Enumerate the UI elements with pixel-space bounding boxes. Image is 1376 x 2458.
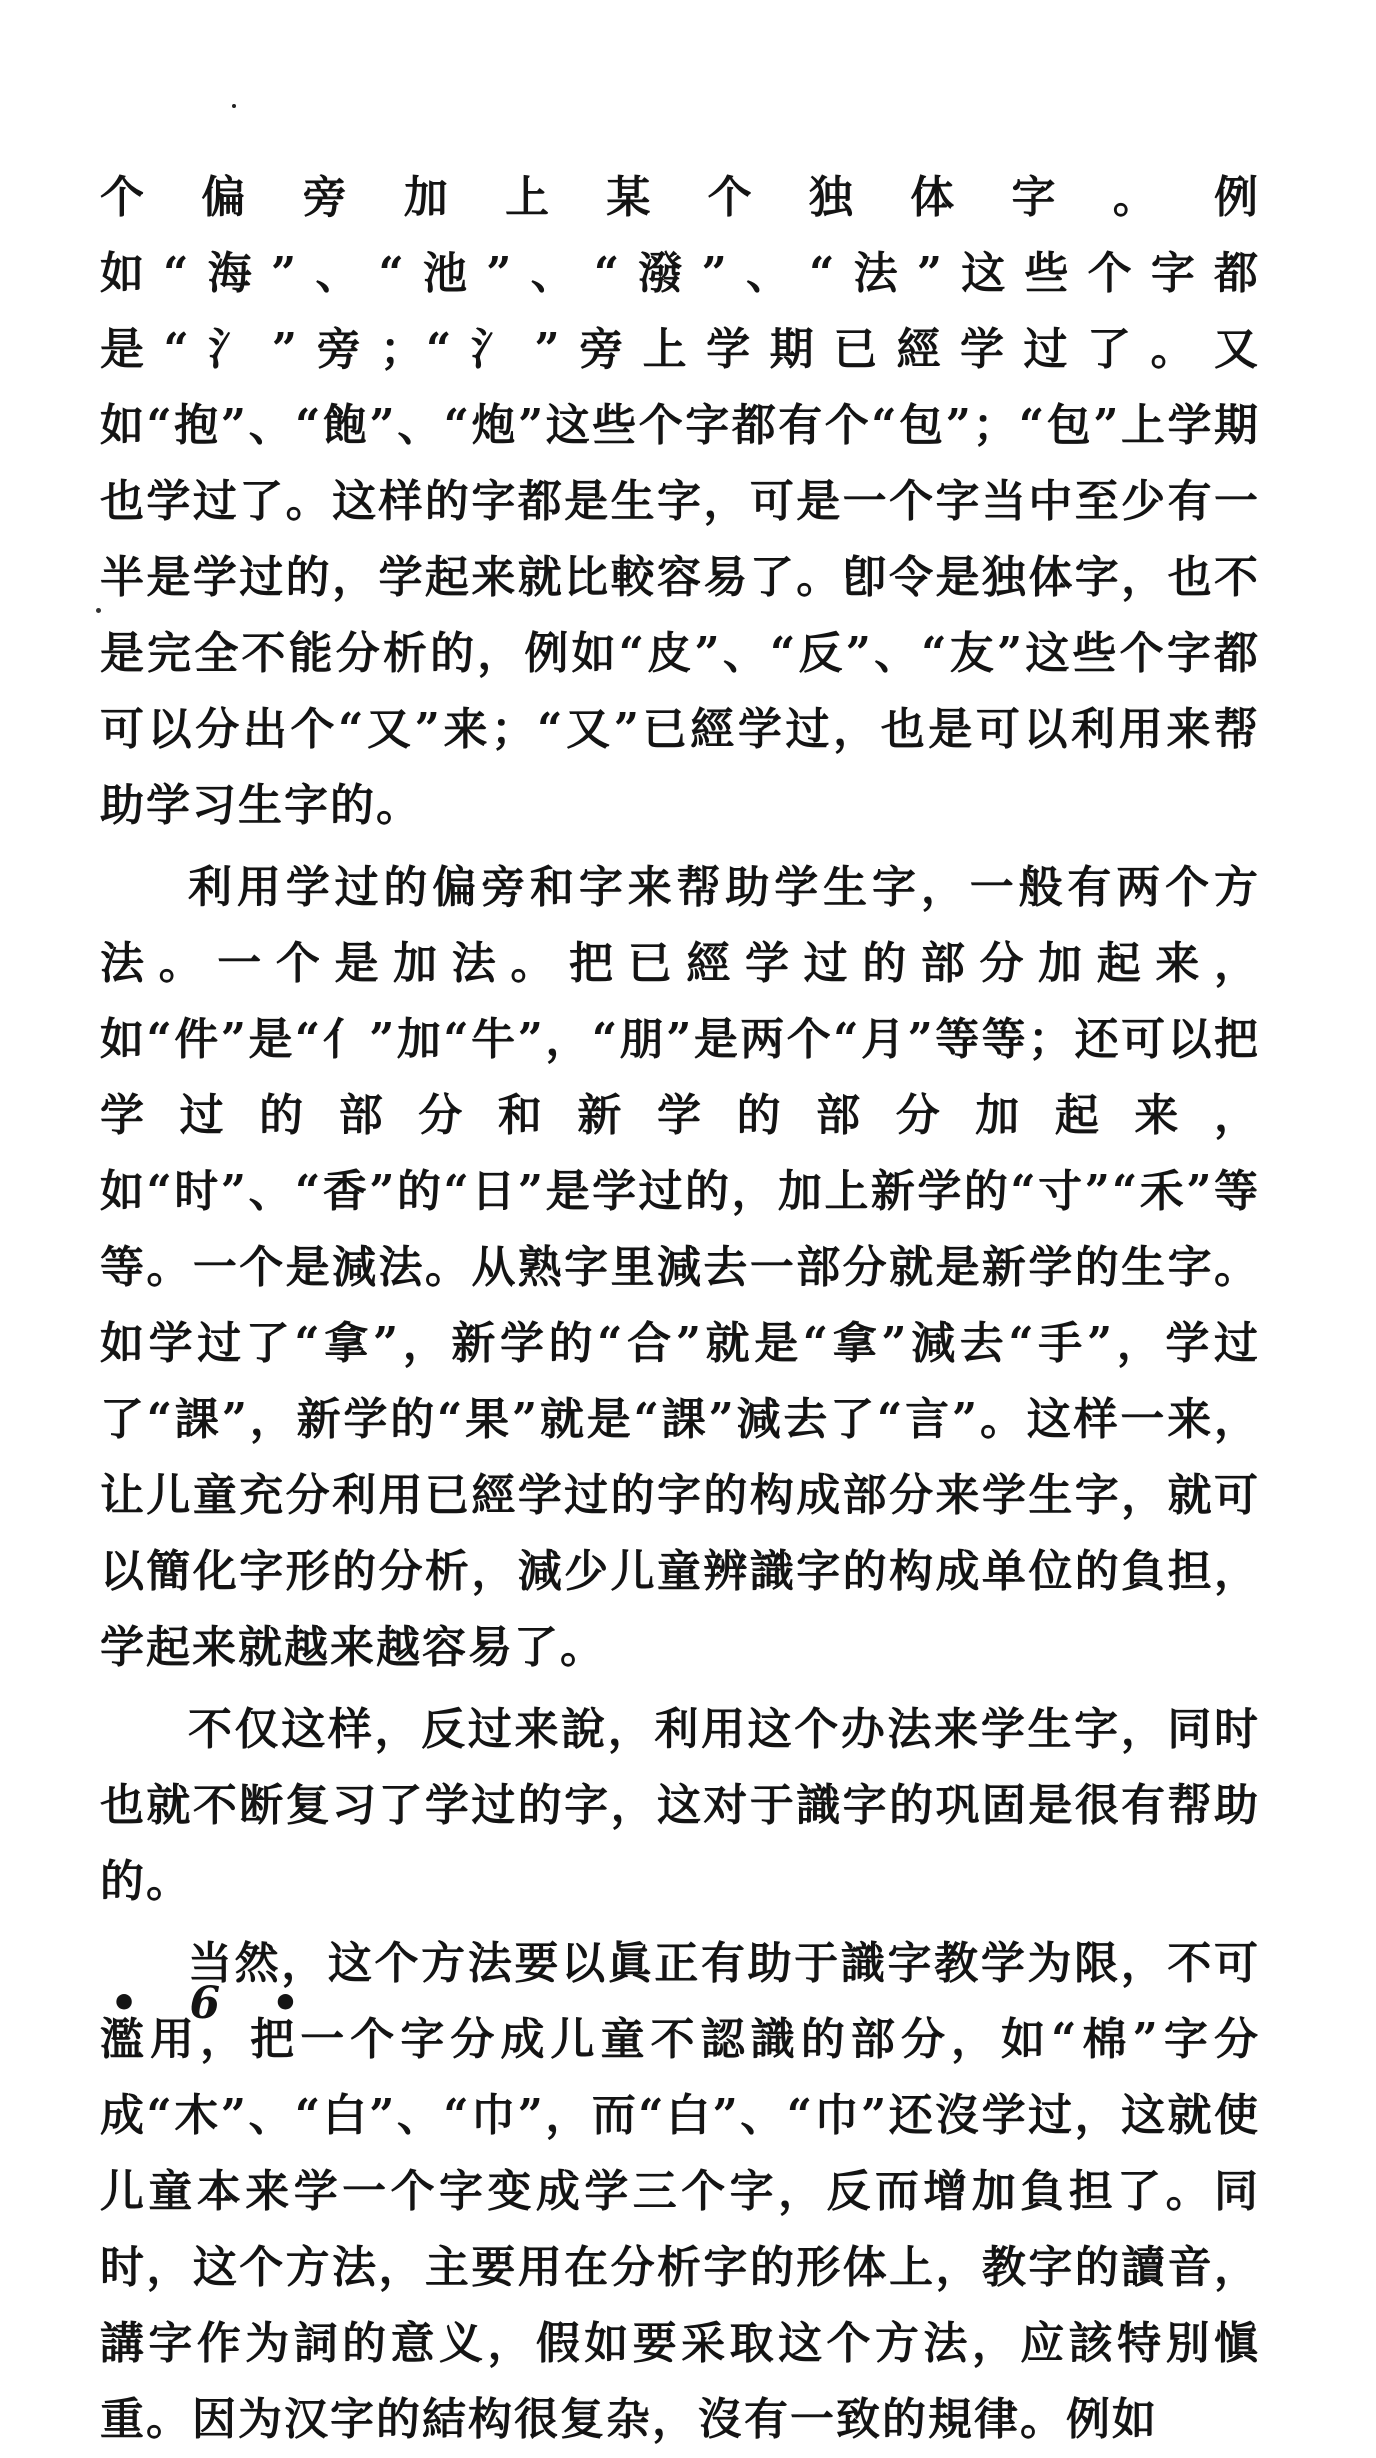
paragraph-addition-subtraction: 利用学过的偏旁和字来帮助学生字，一般有两个方法。一个是加法。把已經学过的部分加起来，如“件”是“亻”加“牛”，“朋”是两个“月”等等；还可以把学过的部分和新学的部分加起来，如“时”、“香”的“日”是学过的，加上新学的“寸”“禾”等等。一个是減法。从熟字里減去一部分就是新学的生字。如学过了“拿”，新学的“合”就是“拿”減去“手”，学过了“課”，新学的“果”就是“課”減去了“言”。这样一来，让儿童充分利用已經学过的字的构成部分来学生字，就可以簡化字形的分析，減少儿童辨識字的构成单位的負担，学起来就越来越容易了。 xyxy=(100,862,1260,1673)
paragraph-caution: 当然，这个方法要以眞正有助于識字教学为限，不可濫用，把一个字分成儿童不認識的部分，如“棉”字分成“木”、“白”、“巾”，而“白”、“巾”还沒学过，这就使儿童本来学一个字变成学三个字，反而增加負担了。同时，这个方法，主要用在分析字的形体上，教字的讀音，講字作为詞的意义，假如要采取这个方法，应該特別愼重。因为汉字的結构很复杂，沒有一致的規律。例如 xyxy=(100,1938,1260,2445)
paragraph-continued: 个偏旁加上某个独体字。例如“海”、“池”、“潑”、“法”这些个字都是“氵”旁；“氵”旁上学期已經学过了。又如“抱”、“飽”、“炮”这些个字都有个“包”；“包”上学期也学过了。这样的字都是生字，可是一个字当中至少有一半是学过的，学起来就比較容易了。卽令是独体字，也不是完全不能分析的，例如“皮”、“反”、“友”这些个字都可以分出个“又”来；“又”已經学过，也是可以利用来帮助学习生字的。 xyxy=(100,172,1260,831)
page-number: • 6 • xyxy=(110,1978,318,2029)
print-speck xyxy=(232,104,236,108)
body-text xyxy=(100,160,1260,2458)
paragraph-review: 不仅这样，反过来說，利用这个办法来学生字，同时也就不断复习了学过的字，这对于識字的巩固是很有帮助的。 xyxy=(100,1704,1260,1907)
